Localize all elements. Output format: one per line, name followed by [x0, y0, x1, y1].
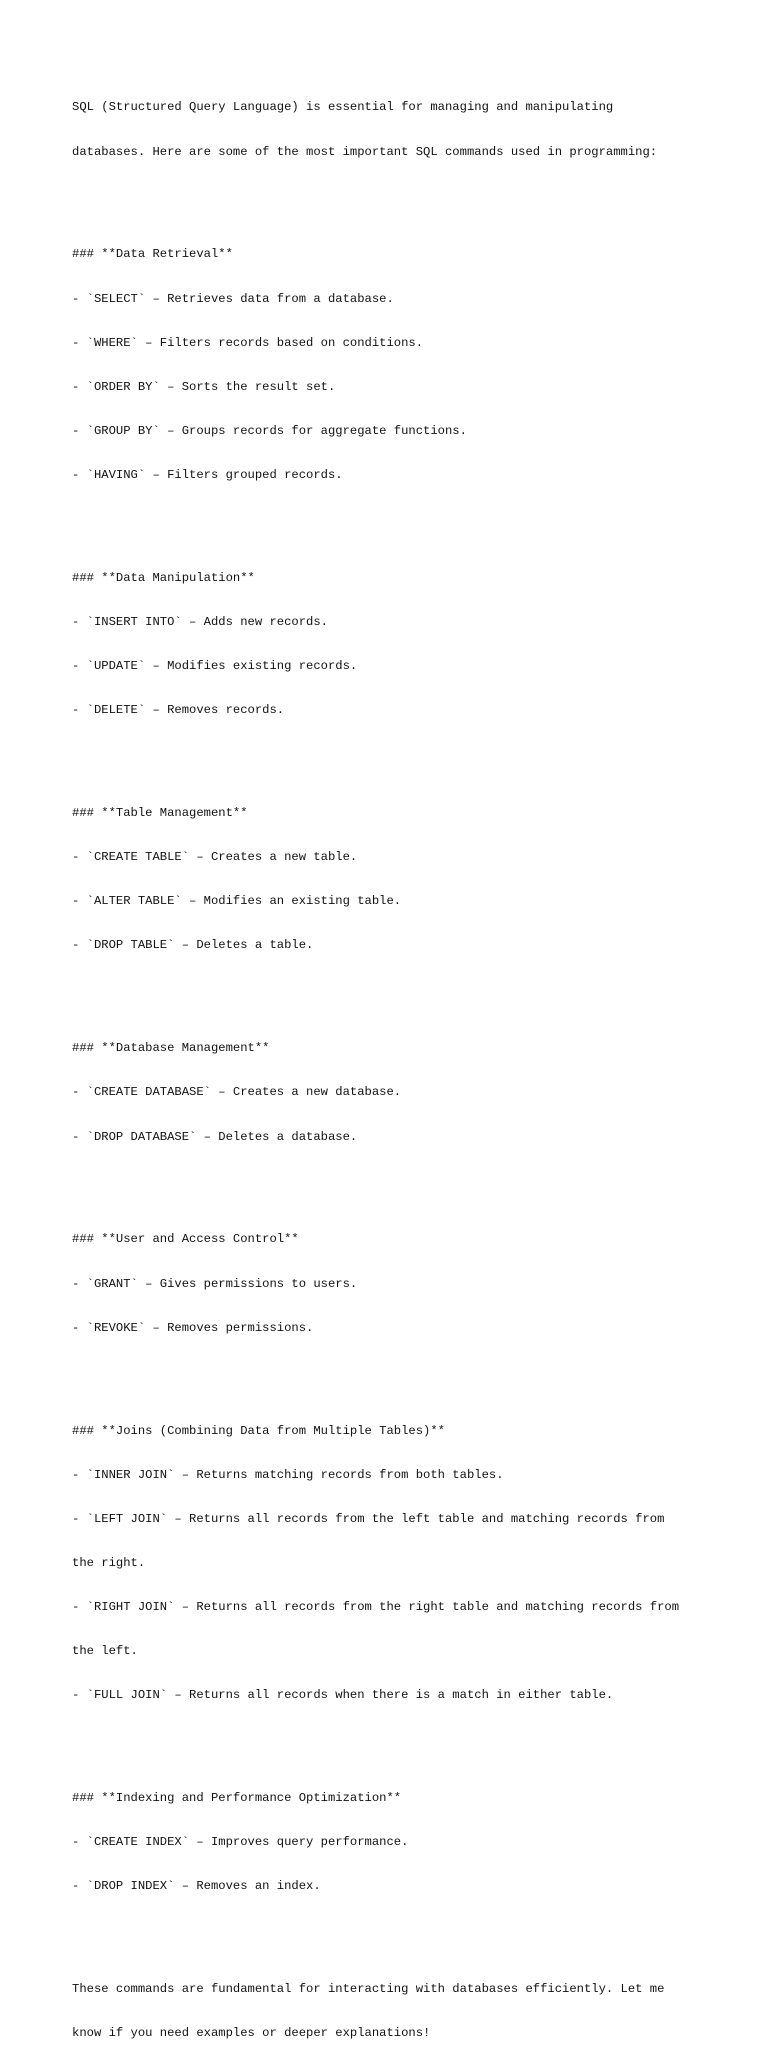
list-item-delete: - `DELETE` – Removes records.: [72, 703, 285, 718]
blank-line: [72, 512, 732, 527]
list-item-drop-table: - `DROP TABLE` – Deletes a table.: [72, 938, 314, 953]
list-item-right-join: - `RIGHT JOIN` – Returns all records from the right table and matching records from: [72, 1600, 680, 1615]
list-item-left-join: - `LEFT JOIN` – Returns all records from the left table and matching records from: [72, 1511, 665, 1526]
closing-line-1: These commands are fundamental for interacting with databases efficiently. Let me: [72, 1982, 665, 1997]
list-item-drop-index: - `DROP INDEX` – Removes an index.: [72, 1879, 321, 1894]
list-item-insert-into: - `INSERT INTO` – Adds new records.: [72, 614, 328, 629]
list-item-create-database: - `CREATE DATABASE` – Creates a new database.: [72, 1085, 402, 1100]
blank-line: [72, 1174, 732, 1189]
section-heading-indexing: ### **Indexing and Performance Optimization**: [72, 1791, 402, 1806]
intro-line-1: SQL (Structured Query Language) is essential for managing and manipulating: [72, 100, 614, 115]
closing-line-2: know if you need examples or deeper explanations!: [72, 2026, 431, 2041]
list-item-drop-database: - `DROP DATABASE` – Deletes a database.: [72, 1129, 358, 1144]
blank-line: [72, 1923, 732, 1938]
list-item-revoke: - `REVOKE` – Removes permissions.: [72, 1320, 314, 1335]
intro-line-2: databases. Here are some of the most important SQL commands used in programming:: [72, 144, 658, 159]
blank-line: [72, 1365, 732, 1380]
list-item-select: - `SELECT` – Retrieves data from a database.: [72, 291, 394, 306]
list-item-group-by: - `GROUP BY` – Groups records for aggregate functions.: [72, 423, 467, 438]
blank-line: [72, 983, 732, 998]
list-item-full-join: - `FULL JOIN` – Returns all records when there is a match in either table.: [72, 1688, 614, 1703]
section-heading-data-manipulation: ### **Data Manipulation**: [72, 570, 255, 585]
list-item-create-index: - `CREATE INDEX` – Improves query performance.: [72, 1835, 409, 1850]
list-item-left-join-continued: the right.: [72, 1555, 146, 1570]
list-item-alter-table: - `ALTER TABLE` – Modifies an existing table.: [72, 894, 402, 909]
section-heading-user-access-control: ### **User and Access Control**: [72, 1232, 299, 1247]
section-heading-data-retrieval: ### **Data Retrieval**: [72, 247, 233, 262]
list-item-create-table: - `CREATE TABLE` – Creates a new table.: [72, 850, 358, 865]
section-heading-database-management: ### **Database Management**: [72, 1041, 270, 1056]
list-item-order-by: - `ORDER BY` – Sorts the result set.: [72, 379, 336, 394]
section-heading-joins: ### **Joins (Combining Data from Multiple Tables)**: [72, 1423, 445, 1438]
list-item-update: - `UPDATE` – Modifies existing records.: [72, 659, 358, 674]
blank-line: [72, 1732, 732, 1747]
list-item-right-join-continued: the left.: [72, 1644, 138, 1659]
document-text: [72, 71, 732, 2048]
list-item-where: - `WHERE` – Filters records based on conditions.: [72, 335, 424, 350]
list-item-grant: - `GRANT` – Gives permissions to users.: [72, 1276, 358, 1291]
blank-line: [72, 189, 732, 204]
list-item-inner-join: - `INNER JOIN` – Returns matching records from both tables.: [72, 1467, 504, 1482]
blank-line: [72, 747, 732, 762]
section-heading-table-management: ### **Table Management**: [72, 806, 248, 821]
list-item-having: - `HAVING` – Filters grouped records.: [72, 467, 343, 482]
